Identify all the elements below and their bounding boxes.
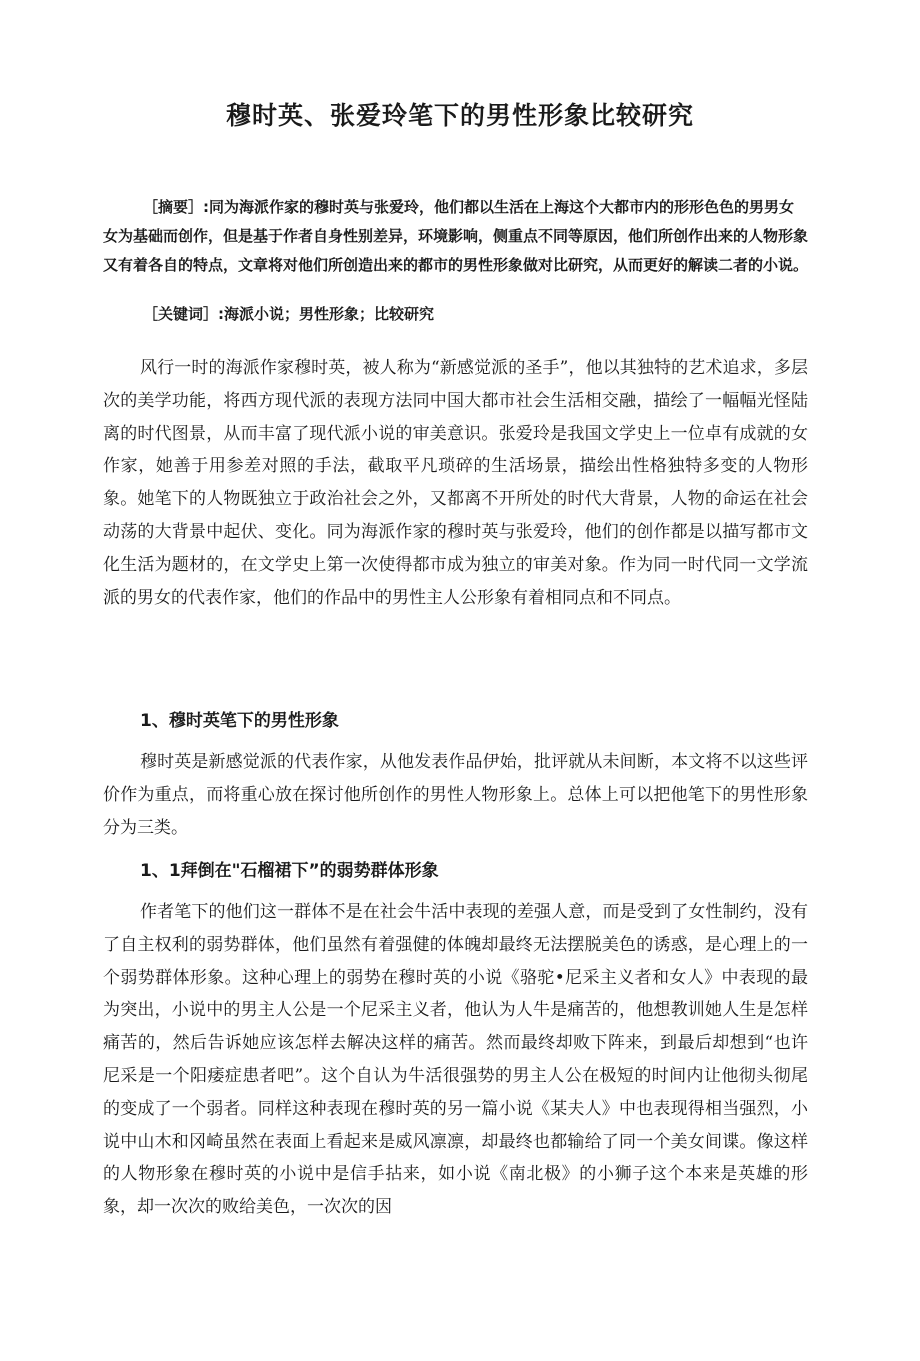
paper-title: 穆时英、张爱玲笔下的男性形象比较研究 xyxy=(225,101,694,130)
section-1-1-paragraph: 作者笔下的他们这一群体不是在社会牛活中表现的差强人意，而是受到了女性制约，没有了自主权利的弱势群体，他们虽然有着强健的体魄却最终无法摆脱美色的诱惑，是心理上的一个弱势群体形象。这种心理上的弱势在穆时英的小说《骆驼•尼采主义者和女人》中表现的最为突出，小说中的男主人公是一个尼采主义者，他认为人牛是痛苦的，他想教训她人生是怎样痛苦的，然后告诉她应该怎样去解决这样的痛苦。然而最终却败下阵来，到最后却想到“也许尼采是一个阳痿症患者吧”。这个自认为牛活很强势的男主人公在极短的时间内让他彻头彻尾的变成了一个弱者。同样这种表现在穆时英的另一篇小说《某夫人》中也表现得相当强烈，小说中山木和冈崎虽然在表面上看起来是威风凛凛，却最终也都输给了同一个美女间谍。像这样的人物形象在穆时英的小说中是信手拈来，如小说《南北极》的小狮子这个本来是英雄的形象，却一次次的败给美色，一次次的因 xyxy=(103,902,808,1218)
keywords-text: :海派小说；男性形象；比较研究 xyxy=(218,305,435,323)
abstract xyxy=(103,193,808,280)
keywords xyxy=(143,300,808,329)
keywords-label: ［关键词］ xyxy=(143,305,219,323)
abstract-label: ［摘要］ xyxy=(143,198,204,216)
section-1-paragraph: 穆时英是新感觉派的代表作家，从他发表作品伊始，批评就从未间断，本文将不以这些评价作为重点，而将重心放在探讨他所创作的男性人物形象上。总体上可以把他笔下的男性形象分为三类。 xyxy=(103,752,808,838)
section-1-1-heading: 1、1拜倒在"石榴裙下”的弱势群体形象 xyxy=(140,861,439,881)
section-1-heading: 1、穆时英笔下的男性形象 xyxy=(140,711,339,731)
intro-paragraph: 风行一时的海派作家穆时英，被人称为“新感觉派的圣手”，他以其独特的艺术追求，多层次的美学功能，将西方现代派的表现方法同中国大都市社会生活相交融，描绘了一幅幅光怪陆离的时代图景，从而丰富了现代派小说的审美意识。张爱玲是我国文学史上一位卓有成就的女作家，她善于用参差对照的手法，截取平凡琐碎的生活场景，描绘出性格独特多变的人物形象。她笔下的人物既独立于政治社会之外，又都离不开所处的时代大背景，人物的命运在社会动荡的大背景中起伏、变化。同为海派作家的穆时英与张爱玲，他们的创作都是以描写都市文化生活为题材的，在文学史上第一次使得都市成为独立的审美对象。作为同一时代同一文学流派的男女的代表作家，他们的作品中的男性主人公形象有着相同点和不同点。 xyxy=(103,358,808,608)
abstract-text: :同为海派作家的穆时英与张爱玲，他们都以生活在上海这个大都市内的形形色色的男男女女为基础而创作，但是基于作者自身性别差异，环境影响，侧重点不同等原因，他们所创作出来的人物形象又有着各自的特点，文章将对他们所创造出来的都市的男性形象做对比研究，从而更好的解读二者的小说。 xyxy=(103,198,809,274)
